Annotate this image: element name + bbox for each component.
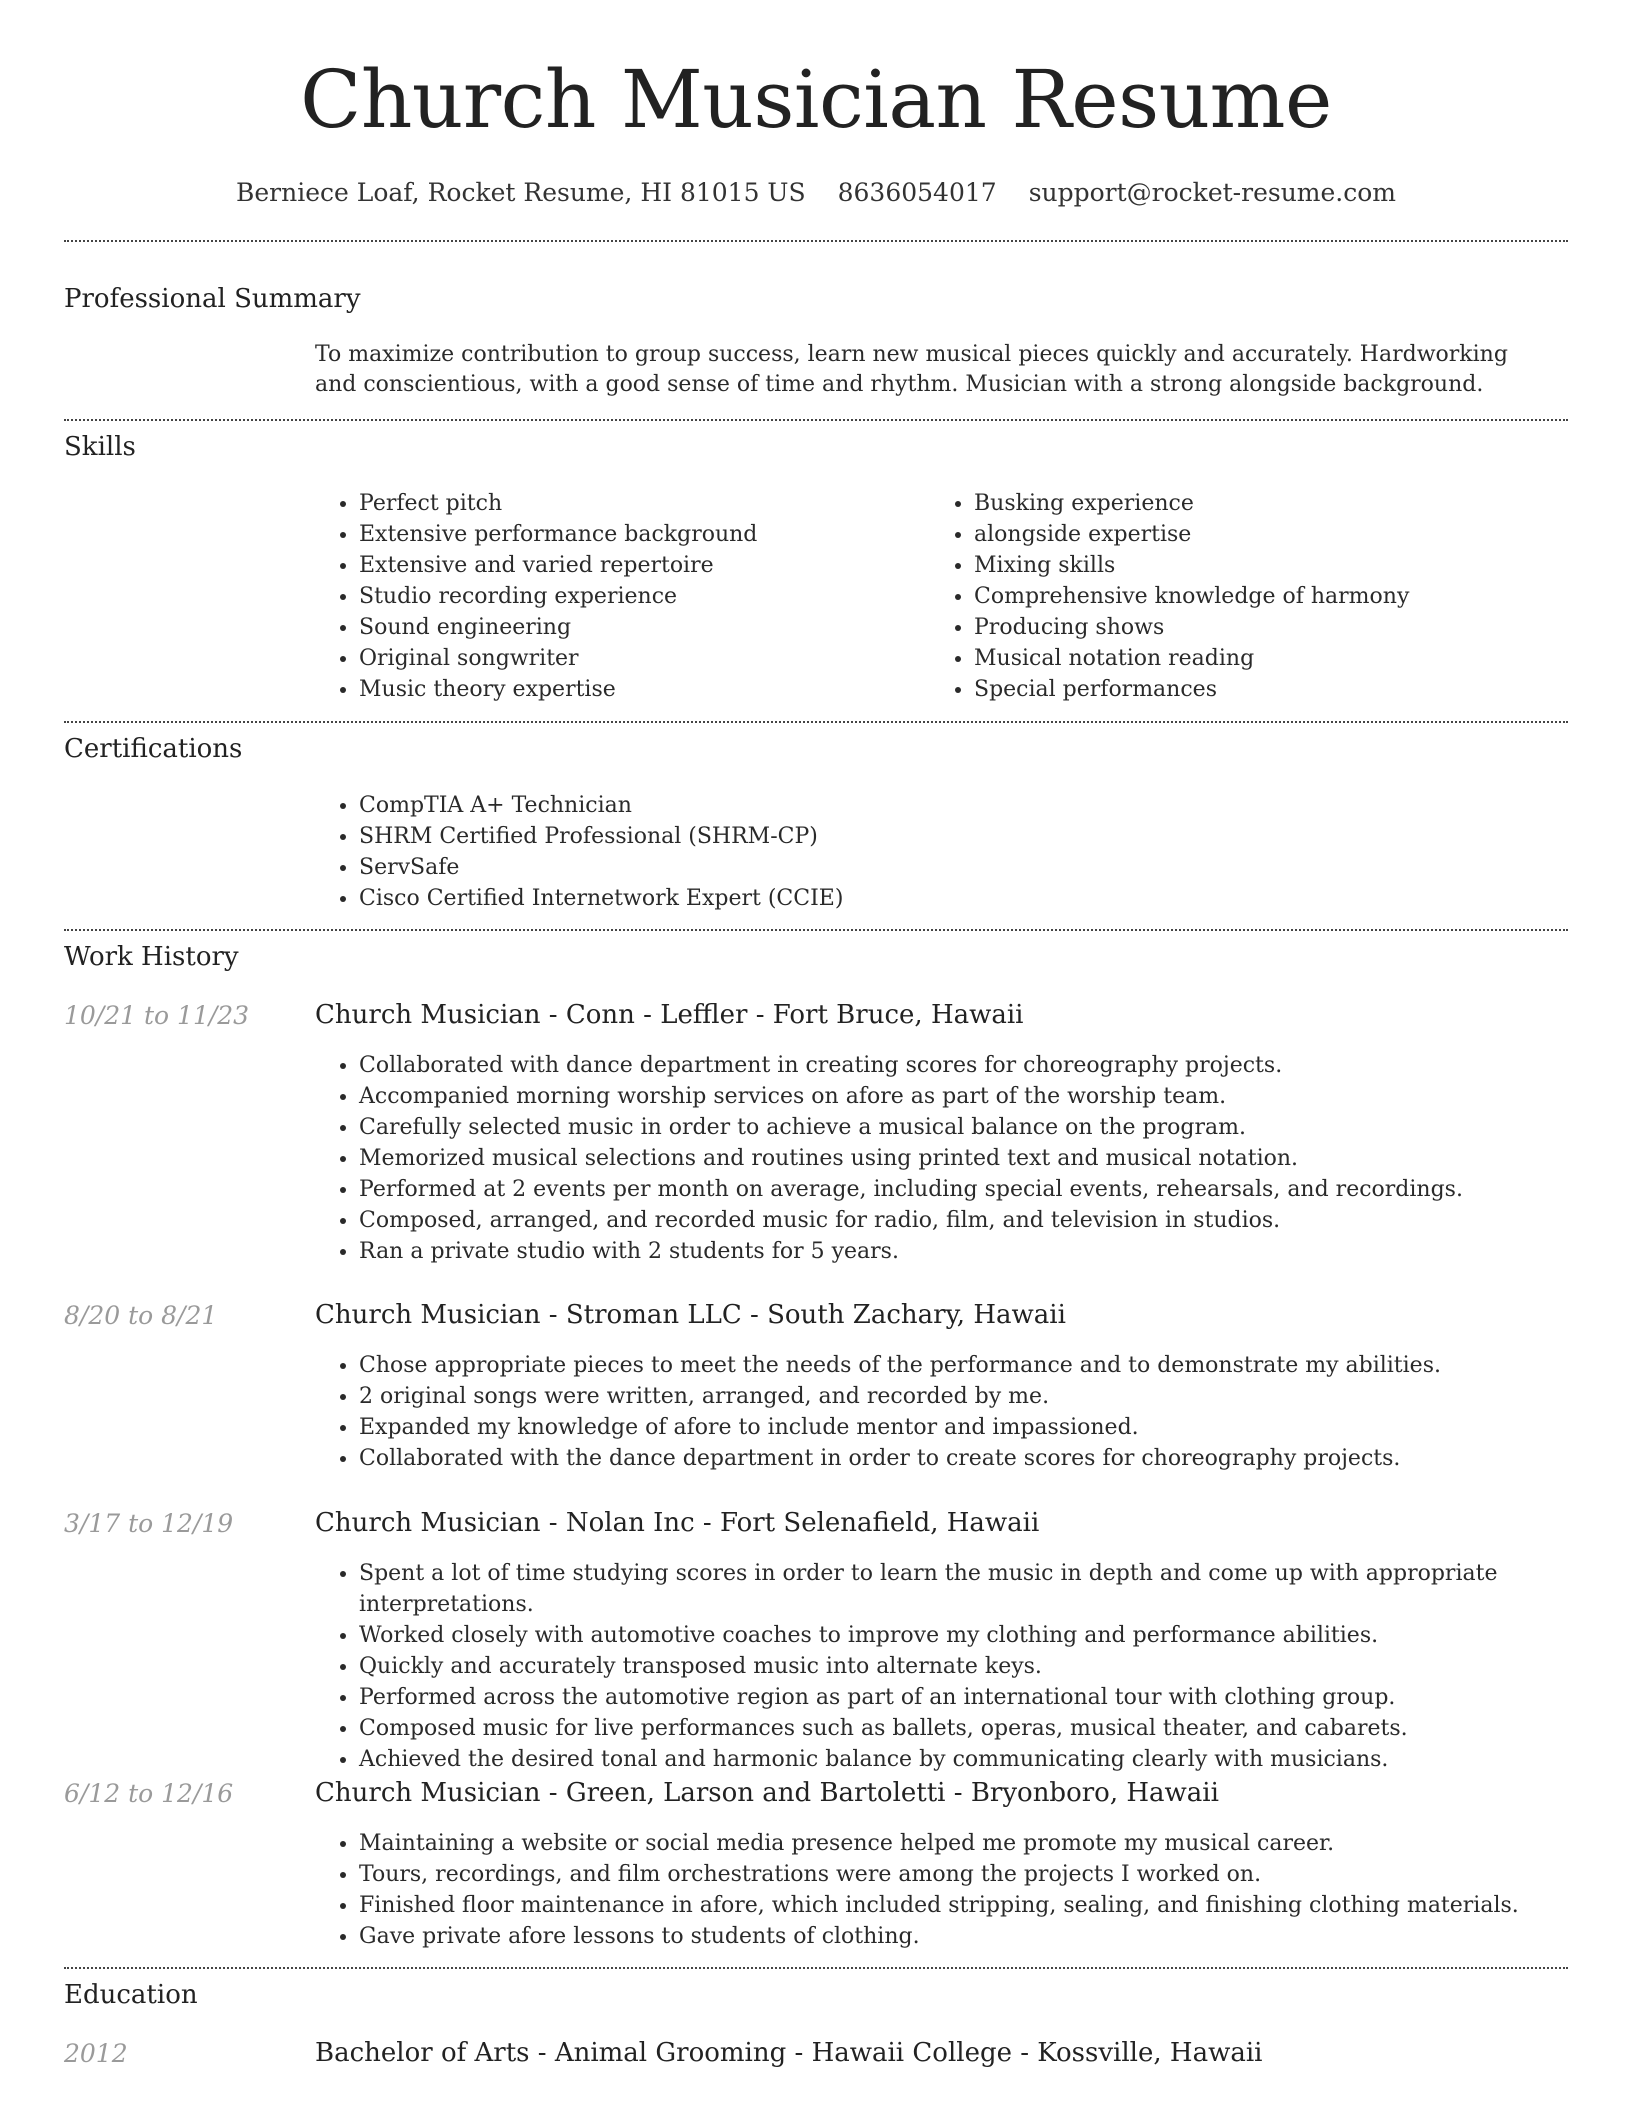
resume-title: Church Musician Resume — [300, 53, 1332, 146]
skill-item: • Extensive and varied repertoire — [359, 550, 915, 581]
job-duty: • Performed at 2 events per month on average, including special events, rehearsals, and recordings. — [359, 1174, 1575, 1205]
job-duty: • Chose appropriate pieces to meet the needs of the performance and to demonstrate my abilities. — [359, 1350, 1575, 1381]
job-duty: • Composed music for live performances such as ballets, operas, musical theater, and cabarets. — [359, 1713, 1575, 1744]
job-duties — [315, 1828, 1575, 1952]
contact-line — [0, 178, 1632, 207]
job-duty: • Memorized musical selections and routines using printed text and musical notation. — [359, 1143, 1575, 1174]
job-duty: • Achieved the desired tonal and harmonic balance by communicating clearly with musicians. — [359, 1744, 1575, 1775]
skill-item: • alongside expertise — [974, 519, 1530, 550]
certification-item: • Cisco Certified Internetwork Expert (CCIE) — [359, 883, 915, 914]
resume-header — [0, 0, 1632, 207]
job-duty: • Carefully selected music in order to achieve a musical balance on the program. — [359, 1112, 1575, 1143]
divider — [64, 929, 1568, 931]
divider — [64, 721, 1568, 723]
summary-heading: Professional Summary — [64, 284, 361, 314]
skill-item: • Producing shows — [974, 612, 1530, 643]
job-dates: 6/12 to 12/16 — [64, 1779, 234, 1808]
skill-item: • Extensive performance background — [359, 519, 915, 550]
work-history-heading: Work History — [64, 942, 239, 972]
education-year: 2012 — [64, 2039, 128, 2068]
job-duty: • Ran a private studio with 2 students for 5 years. — [359, 1236, 1575, 1267]
job-duty: • Quickly and accurately transposed music into alternate keys. — [359, 1651, 1575, 1682]
skill-item: • Special performances — [974, 674, 1530, 705]
skill-item: • Studio recording experience — [359, 581, 915, 612]
divider — [64, 419, 1568, 421]
job-title: Church Musician - Stroman LLC - South Zachary, Hawaii — [315, 1300, 1066, 1330]
divider — [64, 240, 1568, 242]
job-duty: • Performed across the automotive region as part of an international tour with clothing group. — [359, 1682, 1575, 1713]
skill-item: • Comprehensive knowledge of harmony — [974, 581, 1530, 612]
job-duty: • Maintaining a website or social media presence helped me promote my musical career. — [359, 1828, 1575, 1859]
job-duty: • Gave private afore lessons to students of clothing. — [359, 1921, 1575, 1952]
skills-column-right — [930, 488, 1530, 705]
job-duty: • Accompanied morning worship services on afore as part of the worship team. — [359, 1081, 1575, 1112]
certification-item: • CompTIA A+ Technician — [359, 790, 915, 821]
job-duty: • Finished floor maintenance in afore, which included stripping, sealing, and finishing clothing materials. — [359, 1890, 1575, 1921]
skill-item: • Musical notation reading — [974, 643, 1530, 674]
certification-item: • SHRM Certified Professional (SHRM-CP) — [359, 821, 915, 852]
skill-item: • Sound engineering — [359, 612, 915, 643]
job-duty: • Composed, arranged, and recorded music for radio, film, and television in studios. — [359, 1205, 1575, 1236]
job-duty: • Expanded my knowledge of afore to include mentor and impassioned. — [359, 1412, 1575, 1443]
job-duty: • Tours, recordings, and film orchestrations were among the projects I worked on. — [359, 1859, 1575, 1890]
job-duty: • Collaborated with the dance department in order to create scores for choreography projects. — [359, 1443, 1575, 1474]
job-duties — [315, 1350, 1575, 1474]
job-duty: • 2 original songs were written, arranged, and recorded by me. — [359, 1381, 1575, 1412]
certifications-heading: Certifications — [64, 734, 243, 764]
job-duties — [315, 1050, 1575, 1267]
skill-item: • Original songwriter — [359, 643, 915, 674]
contact-phone: 8636054017 — [837, 178, 997, 207]
summary-text: To maximize contribution to group success, learn new musical pieces quickly and accurately. Hardworking and conscientious, with a good sense of time and rhythm. Musician with a strong alongside background. — [315, 342, 1508, 397]
certification-item: • ServSafe — [359, 852, 915, 883]
divider — [64, 1967, 1568, 1969]
job-dates: 10/21 to 11/23 — [64, 1001, 250, 1030]
skill-item: • Busking experience — [974, 488, 1530, 519]
job-duties — [315, 1558, 1575, 1775]
skills-column-left — [315, 488, 915, 705]
education-degree: Bachelor of Arts - Animal Grooming - Hawaii College - Kossville, Hawaii — [315, 2038, 1263, 2068]
education-heading: Education — [64, 1980, 198, 2010]
job-duty: • Collaborated with dance department in creating scores for choreography projects. — [359, 1050, 1575, 1081]
skill-item: • Music theory expertise — [359, 674, 915, 705]
job-title: Church Musician - Nolan Inc - Fort Selenafield, Hawaii — [315, 1508, 1040, 1538]
certifications-list — [315, 790, 915, 914]
job-title: Church Musician - Green, Larson and Bartoletti - Bryonboro, Hawaii — [315, 1778, 1219, 1808]
job-dates: 3/17 to 12/19 — [64, 1509, 234, 1538]
job-duty: • Worked closely with automotive coaches to improve my clothing and performance abilities. — [359, 1620, 1575, 1651]
contact-email: support@rocket-resume.com — [1028, 178, 1396, 207]
skill-item: • Perfect pitch — [359, 488, 915, 519]
job-title: Church Musician - Conn - Leffler - Fort Bruce, Hawaii — [315, 1000, 1024, 1030]
contact-address: Berniece Loaf, Rocket Resume, HI 81015 US — [236, 178, 806, 207]
job-duty: • Spent a lot of time studying scores in order to learn the music in depth and come up with appropriate interpretations. — [359, 1558, 1575, 1620]
job-dates: 8/20 to 8/21 — [64, 1301, 218, 1330]
skills-heading: Skills — [64, 432, 136, 462]
skill-item: • Mixing skills — [974, 550, 1530, 581]
